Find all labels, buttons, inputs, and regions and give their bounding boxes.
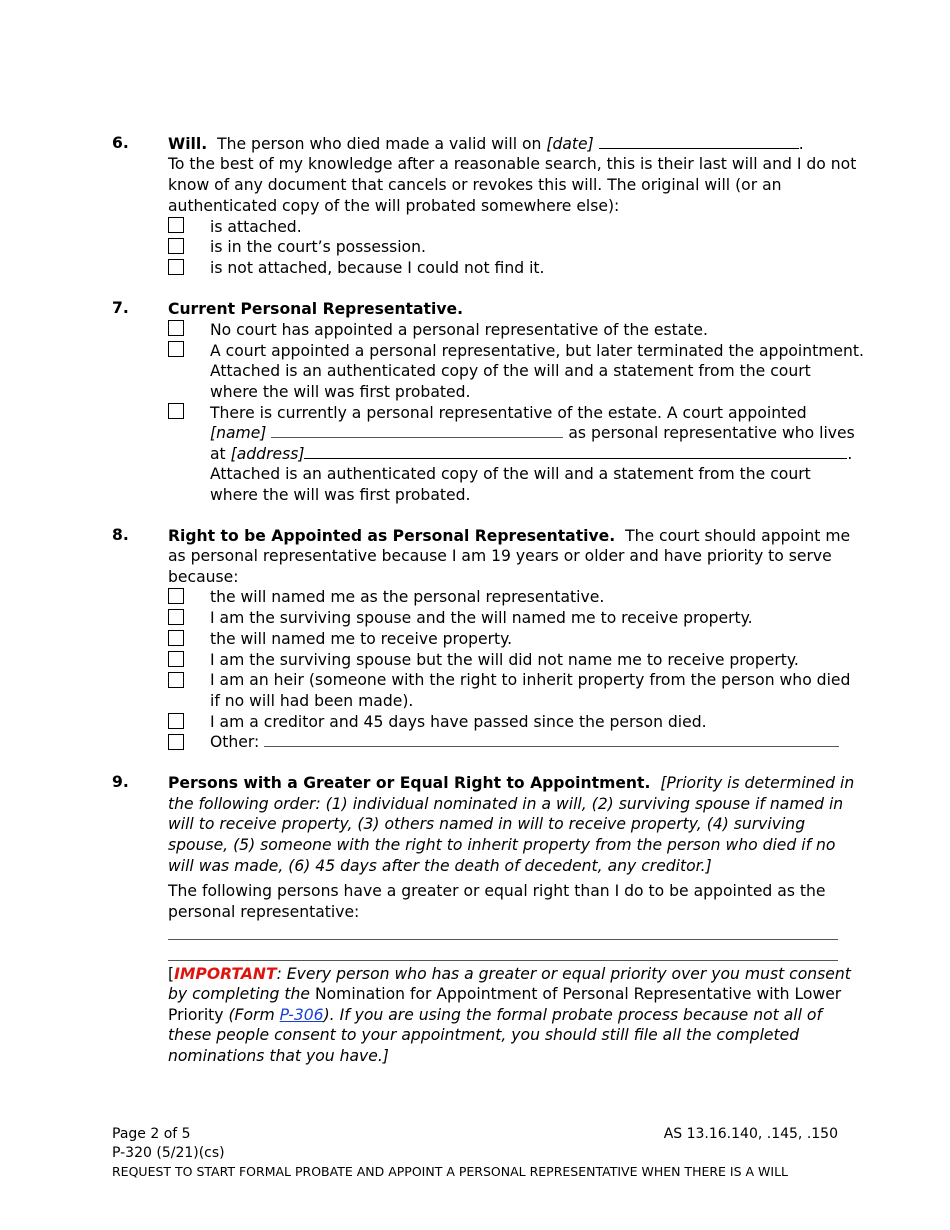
priority-note: will was made, (6) 45 days after the death of decedent, any creditor.] — [168, 857, 712, 875]
priority-note: will to receive property, (3) others named in will to receive property, (4) surviving — [168, 815, 806, 833]
important-label: IMPORTANT — [174, 965, 277, 983]
text-line: To the best of my knowledge after a reasonable search, this is their last will and I do not — [168, 155, 857, 173]
option-label: if no will had been made). — [210, 692, 414, 710]
other-label: Other: — [210, 733, 260, 751]
persons-field-line-2[interactable] — [168, 960, 838, 961]
will-date-field[interactable] — [599, 134, 799, 149]
important-text: ). If you are using the formal probate process because not all of — [323, 1006, 822, 1024]
option-label: I am a creditor and 45 days have passed since the person died. — [210, 713, 707, 731]
form-name: Nomination for Appointment of Personal Representative with Lower — [314, 985, 842, 1003]
priority-note: [Priority is determined in — [660, 774, 855, 792]
important-text: nominations that you have.] — [168, 1047, 389, 1065]
important-line-2 — [168, 984, 841, 1004]
text-line: authenticated copy of the will probated somewhere else): — [168, 197, 620, 215]
form-p306-link[interactable]: P-306 — [279, 1006, 324, 1024]
heir-checkbox[interactable] — [168, 672, 184, 688]
pr-terminated-checkbox[interactable] — [168, 341, 184, 357]
other-field[interactable] — [264, 732, 839, 747]
pr-name-field[interactable] — [271, 423, 563, 438]
section-number: 7. — [112, 299, 129, 317]
bracket: [ — [168, 965, 175, 983]
important-text: these people consent to your appointment, you should still file all the completed — [168, 1026, 800, 1044]
option-label: is in the court’s possession. — [210, 238, 426, 256]
option-label: the will named me to receive property. — [210, 630, 513, 648]
pr-name-line — [210, 423, 855, 443]
option-label: A court appointed a personal representative, but later terminated the appointment. — [210, 342, 864, 360]
form-name: Priority — [168, 1006, 224, 1024]
text-line: The following persons have a greater or equal right than I do to be appointed as the — [168, 882, 826, 900]
option-label: Attached is an authenticated copy of the will and a statement from the court — [210, 362, 811, 380]
section-title: Will. — [168, 135, 208, 153]
option-label: I am the surviving spouse but the will did not name me to receive property. — [210, 651, 799, 669]
priority-note: the following order: (1) individual nominated in a will, (2) surviving spouse if named in — [168, 795, 844, 813]
form-number: P-320 (5/21)(cs) — [112, 1145, 225, 1161]
other-checkbox[interactable] — [168, 734, 184, 750]
priority-note: spouse, (5) someone with the right to inherit property from the person who died if no — [168, 836, 836, 854]
date-hint: [date] — [546, 135, 594, 153]
section-number: 9. — [112, 773, 129, 791]
spouse-named-checkbox[interactable] — [168, 609, 184, 625]
address-hint: [address] — [230, 445, 305, 463]
important-text: : Every person who has a greater or equal priority over you must consent — [276, 965, 851, 983]
text-line: personal representative: — [168, 903, 360, 921]
current-pr-checkbox[interactable] — [168, 403, 184, 419]
option-label: Attached is an authenticated copy of the will and a statement from the court — [210, 465, 811, 483]
will-lead-text: The person who died made a valid will on — [217, 135, 542, 153]
option-label: is not attached, because I could not find it. — [210, 259, 545, 277]
spouse-not-named-checkbox[interactable] — [168, 651, 184, 667]
option-label: the will named me as the personal representative. — [210, 588, 605, 606]
named-as-pr-checkbox[interactable] — [168, 588, 184, 604]
other-line — [210, 732, 839, 752]
section-number: 8. — [112, 526, 129, 544]
form-title: REQUEST TO START FORMAL PROBATE AND APPOINT A PERSONAL REPRESENTATIVE WHEN THERE IS A WILL — [112, 1164, 789, 1179]
option-label: where the will was first probated. — [210, 486, 471, 504]
option-label: where the will was first probated. — [210, 383, 471, 401]
section-8-line-1 — [168, 526, 850, 546]
will-attached-checkbox[interactable] — [168, 217, 184, 233]
section-6-line-1 — [168, 134, 804, 154]
creditor-checkbox[interactable] — [168, 713, 184, 729]
important-line-1 — [168, 964, 851, 984]
section-title: Right to be Appointed as Personal Representative. — [168, 527, 616, 545]
will-in-court-checkbox[interactable] — [168, 238, 184, 254]
persons-field-line-1[interactable] — [168, 939, 838, 940]
will-not-attached-checkbox[interactable] — [168, 259, 184, 275]
section-title: Persons with a Greater or Equal Right to Appointment. — [168, 774, 651, 792]
period: . — [847, 445, 853, 463]
option-label: as personal representative who lives — [568, 424, 855, 442]
at-label: at — [210, 445, 226, 463]
text-line: because: — [168, 568, 239, 586]
text-line: know of any document that cancels or revokes this will. The original will (or an — [168, 176, 782, 194]
name-hint: [name] — [210, 424, 267, 442]
pr-address-line — [210, 444, 852, 464]
option-label: No court has appointed a personal representative of the estate. — [210, 321, 708, 339]
named-receive-property-checkbox[interactable] — [168, 630, 184, 646]
option-label: There is currently a personal representative of the estate. A court appointed — [210, 404, 807, 422]
section-number: 6. — [112, 134, 129, 152]
period: . — [798, 135, 804, 153]
option-label: is attached. — [210, 218, 302, 236]
important-line-3 — [168, 1005, 822, 1025]
text: The court should appoint me — [625, 527, 851, 545]
pr-address-field[interactable] — [304, 444, 847, 459]
statute-reference: AS 13.16.140, .145, .150 — [663, 1126, 838, 1142]
option-label: I am an heir (someone with the right to inherit property from the person who died — [210, 671, 851, 689]
important-text: (Form — [228, 1006, 275, 1024]
no-pr-appointed-checkbox[interactable] — [168, 320, 184, 336]
section-title: Current Personal Representative. — [168, 300, 463, 318]
section-9-line-1 — [168, 773, 854, 793]
page-number: Page 2 of 5 — [112, 1126, 191, 1142]
important-text: by completing the — [168, 985, 310, 1003]
option-label: I am the surviving spouse and the will named me to receive property. — [210, 609, 753, 627]
text-line: as personal representative because I am 19 years or older and have priority to serve — [168, 547, 832, 565]
